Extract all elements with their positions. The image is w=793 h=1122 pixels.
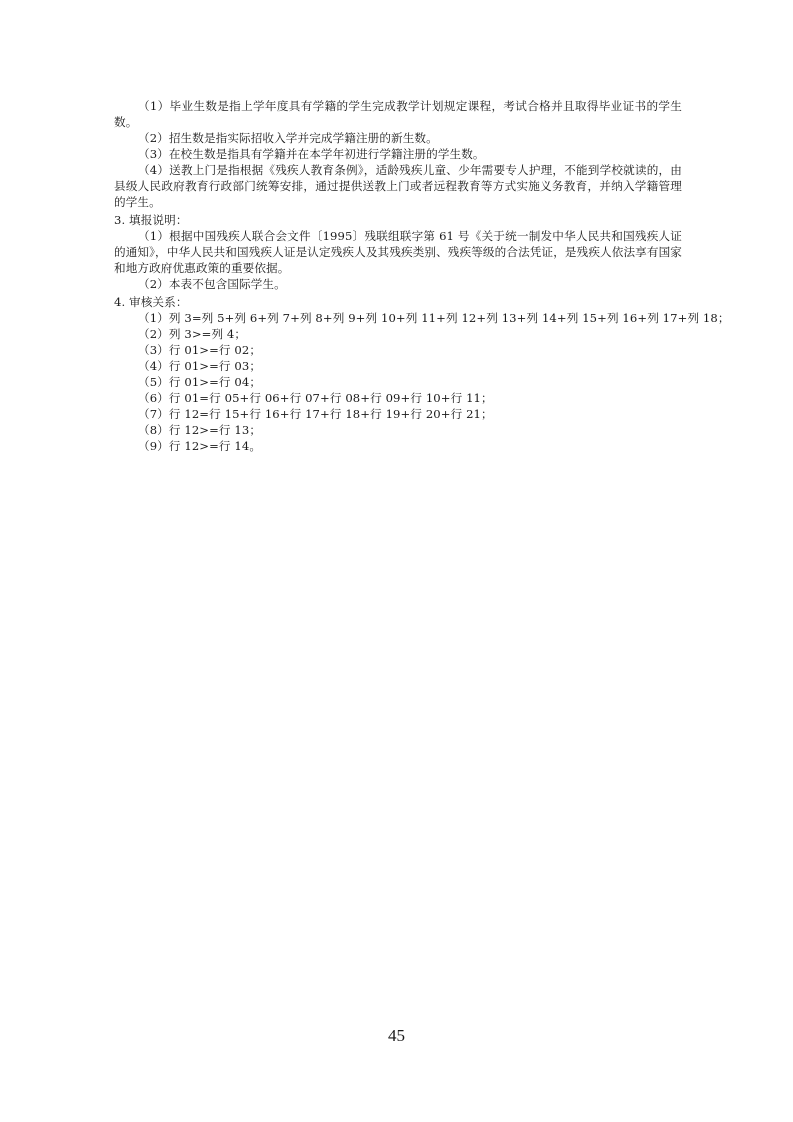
audit-rule: （5）行 01>=行 04； bbox=[138, 375, 262, 389]
filling-note-international-students: （2）本表不包含国际学生。 bbox=[138, 277, 286, 291]
audit-rule: （1）列 3=列 5+列 6+列 7+列 8+列 9+列 10+列 11+列 12+列 13+列 14+列 15+列 16+列 17+列 18； bbox=[138, 311, 730, 325]
definition-enrollment: （2）招生数是指实际招收入学并完成学籍注册的新生数。 bbox=[138, 131, 438, 145]
audit-rule: （3）行 01>=行 02； bbox=[138, 343, 262, 357]
audit-rule: （8）行 12>=行 13； bbox=[138, 423, 262, 437]
definition-graduates: （1）毕业生数是指上学年度具有学籍的学生完成教学计划规定课程，考试合格并且取得毕业证书的学生数。 bbox=[114, 99, 682, 129]
page-content bbox=[114, 98, 730, 454]
audit-rule: （6）行 01=行 05+行 06+行 07+行 08+行 09+行 10+行 11； bbox=[138, 391, 493, 405]
definition-students-in-school: （3）在校生数是指具有学籍并在本学年初进行学籍注册的学生数。 bbox=[138, 147, 485, 161]
filling-note-disability-certificate: （1）根据中国残疾人联合会文件〔1995〕残联组联字第 61 号《关于统一制发中华人民共和国残疾人证的通知》，中华人民共和国残疾人证是认定残疾人及其残疾类别、残疾等级的合法凭证，是残疾人依法享有国家和地方政府优惠政策的重要依据。 bbox=[114, 229, 682, 275]
section-heading-filling-notes: 3. 填报说明： bbox=[114, 213, 188, 227]
audit-rule: （9）行 12>=行 14。 bbox=[138, 439, 262, 453]
section-heading-audit-relations: 4. 审核关系： bbox=[114, 295, 188, 309]
audit-rule: （4）行 01>=行 03； bbox=[138, 359, 262, 373]
audit-rule: （2）列 3>=列 4； bbox=[138, 327, 247, 341]
definition-home-delivered-education: （4）送教上门是指根据《残疾人教育条例》，适龄残疾儿童、少年需要专人护理，不能到学校就读的，由县级人民政府教育行政部门统筹安排，通过提供送教上门或者远程教育等方式实施义务教育，并纳入学籍管理的学生。 bbox=[114, 163, 682, 209]
page-number: 45 bbox=[388, 1026, 405, 1045]
audit-rule: （7）行 12=行 15+行 16+行 17+行 18+行 19+行 20+行 21； bbox=[138, 407, 493, 421]
